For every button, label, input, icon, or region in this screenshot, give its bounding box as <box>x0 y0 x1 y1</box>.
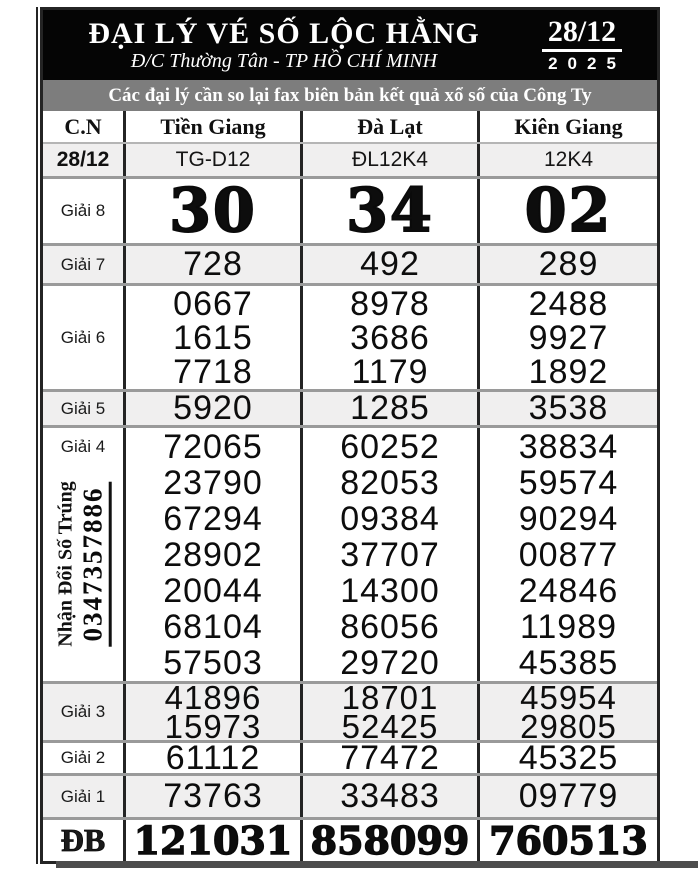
prize-number: 1179 <box>351 352 429 389</box>
prize-number: 73763 <box>163 777 263 815</box>
prize-number: 30 <box>169 179 257 243</box>
prize-number: 760513 <box>489 820 648 861</box>
masthead <box>43 10 657 80</box>
prize-number: 09779 <box>518 777 619 815</box>
draw-date: 28/12 <box>542 17 622 52</box>
prize-numbers-g7-col2 <box>300 246 477 283</box>
draw-year: 2025 <box>548 53 626 73</box>
prize-row-g4 <box>43 425 657 681</box>
prize-table-rows <box>43 176 657 861</box>
prize-numbers-g3-col1 <box>123 684 300 740</box>
side-note-text: Nhận Đổi Số Trúng <box>55 481 77 647</box>
prize-number: 1892 <box>528 352 609 389</box>
prize-row-g5 <box>43 389 657 425</box>
prize-number: 15973 <box>164 708 262 740</box>
prize-numbers-db-col2 <box>300 820 477 861</box>
draw-code-tien-giang: TG-D12 <box>123 144 300 176</box>
prize-row-g2 <box>43 740 657 773</box>
prize-number: 29720 <box>340 643 440 681</box>
table-header-row <box>43 111 657 142</box>
prize-number: 1615 <box>173 318 253 357</box>
prize-number: 45385 <box>518 643 619 681</box>
prize-numbers-g7-col3 <box>477 246 657 283</box>
side-note-phone: 0347357886 <box>78 481 112 646</box>
prize-number: 20044 <box>163 571 263 610</box>
prize-number: 86056 <box>340 607 440 646</box>
prize-number: 289 <box>538 246 599 283</box>
prize-numbers-g1-col2 <box>300 776 477 817</box>
prize-label-g4: Giải 4 <box>60 437 106 456</box>
prize-numbers-db-col3 <box>477 820 657 861</box>
prize-number: 1285 <box>350 392 430 425</box>
prize-number: 858099 <box>310 820 470 861</box>
agency-title: ĐẠI LÝ VÉ SỐ LỘC HẰNG <box>88 17 480 50</box>
prize-number: 41896 <box>164 684 262 716</box>
prize-number: 3686 <box>350 318 430 357</box>
prize-label-g2: Giải 2 <box>60 748 106 767</box>
prize-numbers-g4-col3 <box>477 428 657 681</box>
prize-label-g1: Giải 1 <box>60 786 106 806</box>
agency-block <box>43 18 507 72</box>
prize-number: 52425 <box>341 708 439 740</box>
prize-numbers-g6-col1 <box>123 286 300 389</box>
column-header-kien-giang: Kiên Giang <box>477 111 657 142</box>
prize-number: 34 <box>346 179 434 243</box>
prize-numbers-g3-col2 <box>300 684 477 740</box>
prize-numbers-g6-col3 <box>477 286 657 389</box>
prize-number: 57503 <box>163 643 263 681</box>
prize-row-db <box>43 817 657 861</box>
prize-number: 24846 <box>518 571 619 610</box>
prize-number: 5920 <box>173 392 253 425</box>
column-header-tien-giang: Tiền Giang <box>123 111 300 142</box>
draw-code-da-lat: ĐL12K4 <box>300 144 477 176</box>
prize-number: 3538 <box>528 392 609 425</box>
prize-numbers-g4-col2 <box>300 428 477 681</box>
prize-numbers-g8-col2 <box>300 179 477 243</box>
prize-numbers-g1-col1 <box>123 776 300 817</box>
prize-numbers-g5-col1 <box>123 392 300 425</box>
prize-number: 0667 <box>173 286 253 323</box>
prize-label-g7: Giải 7 <box>60 254 106 274</box>
prize-numbers-g2-col1 <box>123 743 300 773</box>
prize-number: 728 <box>183 246 243 283</box>
prize-number: 77472 <box>340 743 440 773</box>
prize-row-g6 <box>43 283 657 389</box>
prize-number: 14300 <box>340 571 440 610</box>
prize-label-g8: Giải 8 <box>60 201 106 220</box>
prize-numbers-g5-col2 <box>300 392 477 425</box>
prize-numbers-g7-col1 <box>123 246 300 283</box>
prize-numbers-g8-col3 <box>477 179 657 243</box>
prize-number: 45954 <box>520 684 617 716</box>
prize-number: 68104 <box>163 607 263 646</box>
draw-code-row <box>43 142 657 176</box>
prize-number: 09384 <box>340 499 440 538</box>
column-header-da-lat: Đà Lạt <box>300 111 477 142</box>
prize-row-g7 <box>43 243 657 283</box>
prize-label-g6: Giải 6 <box>60 327 106 347</box>
prize-number: 02 <box>524 179 613 243</box>
date-box <box>507 14 657 74</box>
prize-number: 121031 <box>133 820 293 861</box>
agency-address: Đ/C Thường Tân - TP HỒ CHÍ MINH <box>130 50 438 72</box>
draw-code-kien-giang: 12K4 <box>477 144 657 176</box>
prize-number: 9927 <box>528 318 609 357</box>
prize-label-g5: Giải 5 <box>60 398 106 418</box>
prize-numbers-g5-col3 <box>477 392 657 425</box>
prize-number: 28902 <box>163 535 263 574</box>
lottery-result-sheet <box>40 7 660 864</box>
prize-number: 7718 <box>173 352 253 389</box>
prize-number: 37707 <box>340 535 440 574</box>
prize-numbers-g3-col3 <box>477 684 657 740</box>
prize-number: 00877 <box>518 535 619 574</box>
prize-numbers-g1-col3 <box>477 776 657 817</box>
prize-number: 60252 <box>340 428 440 466</box>
prize-number: 18701 <box>341 684 439 716</box>
prize-number: 492 <box>360 246 420 283</box>
prize-label-g3: Giải 3 <box>60 702 106 721</box>
prize-number: 33483 <box>340 777 440 815</box>
draw-date-cell: 28/12 <box>56 148 110 171</box>
prize-row-g1 <box>43 773 657 817</box>
prize-numbers-g2-col3 <box>477 743 657 773</box>
prize-numbers-g2-col2 <box>300 743 477 773</box>
prize-number: 11989 <box>519 607 618 646</box>
notice-banner: Các đại lý cần so lại fax biên bản kết quả xổ số của Công Ty <box>43 80 657 111</box>
prize-number: 45325 <box>518 743 619 773</box>
prize-numbers-g8-col1 <box>123 179 300 243</box>
prize-number: 90294 <box>518 499 619 538</box>
prize-label-db: ĐB <box>60 822 106 858</box>
prize-number: 72065 <box>163 428 263 466</box>
prize-number: 59574 <box>518 463 619 502</box>
prize-number: 23790 <box>163 463 263 502</box>
prize-number: 38834 <box>518 428 619 466</box>
column-header-cn: C.N <box>64 113 102 139</box>
prize-numbers-g6-col2 <box>300 286 477 389</box>
prize-number: 29805 <box>520 708 617 740</box>
prize-numbers-db-col1 <box>123 820 300 861</box>
drop-shadow <box>56 861 698 868</box>
prize-number: 2488 <box>528 286 609 323</box>
prize-number: 67294 <box>163 499 263 538</box>
prize-number: 8978 <box>350 286 430 323</box>
prize-row-g8 <box>43 176 657 243</box>
prize-number: 82053 <box>340 463 440 502</box>
prize-row-g3 <box>43 681 657 740</box>
prize-numbers-g4-col1 <box>123 428 300 681</box>
prize-number: 61112 <box>165 743 261 773</box>
